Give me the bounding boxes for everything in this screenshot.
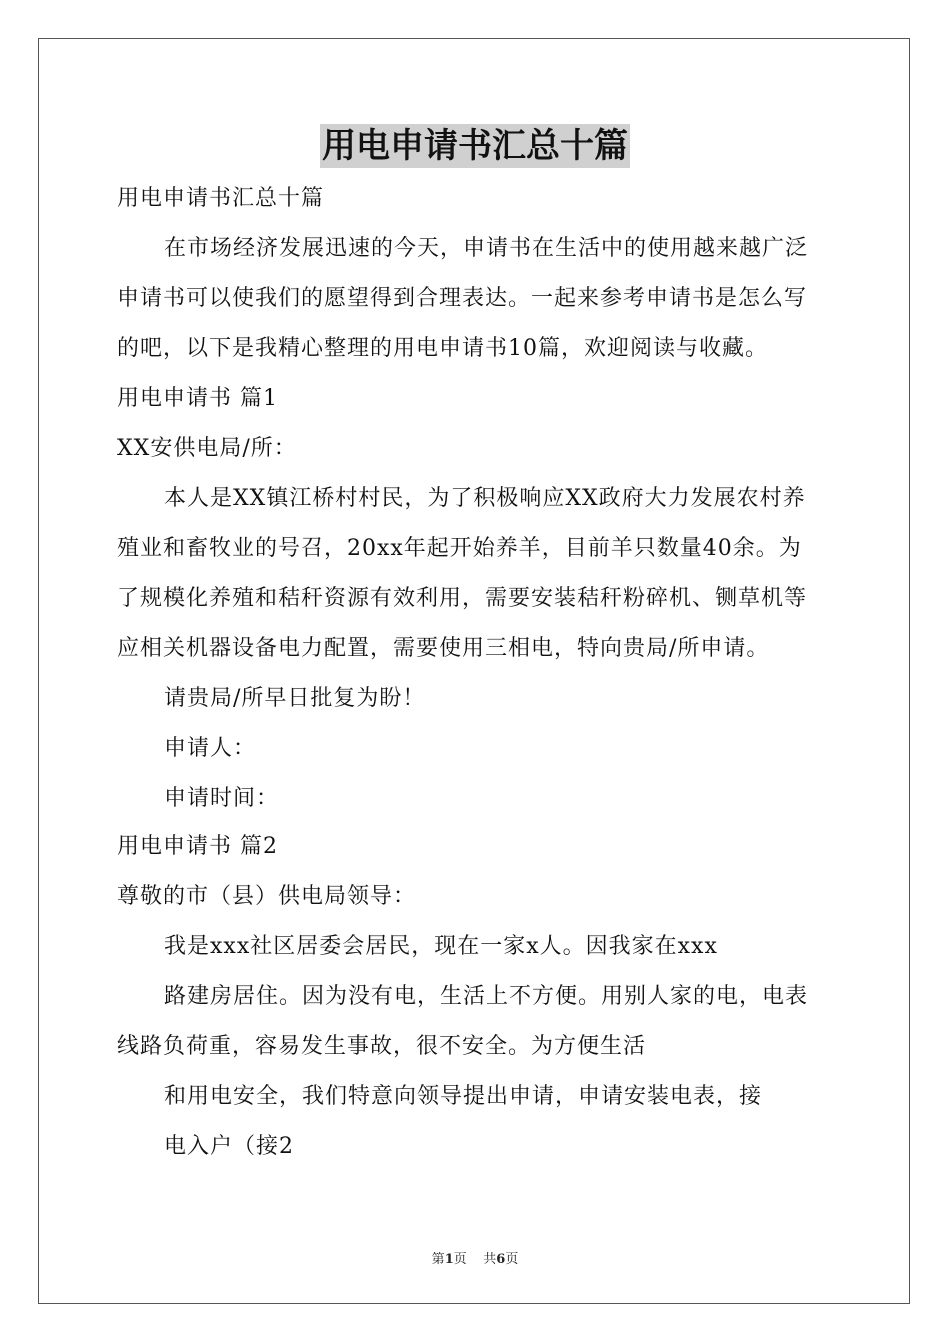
document-title: 用电申请书汇总十篇 <box>322 126 628 166</box>
section1-body-line-3: 了规模化养殖和秸秆资源有效利用，需要安装秸秆粉碎机、铡草机等 <box>117 586 808 611</box>
section1-heading: 用电申请书 篇1 <box>117 386 278 411</box>
section1-date: 申请时间： <box>164 786 280 811</box>
section1-body-line-2: 殖业和畜牧业的号召，20xx年起开始养羊，目前羊只数量40余。为 <box>117 536 802 561</box>
title-container <box>0 124 950 168</box>
page-footer <box>0 1248 950 1267</box>
section1-body-line-1: 本人是XX镇江桥村村民，为了积极响应XX政府大力发展农村养 <box>164 486 806 511</box>
page-border <box>38 38 910 1304</box>
footer-page-mid: 页 共 <box>453 1252 497 1267</box>
document-subtitle: 用电申请书汇总十篇 <box>117 186 325 211</box>
section2-body-line-5: 电入户（接2 <box>164 1134 294 1159</box>
section1-body-line-4: 应相关机器设备电力配置，需要使用三相电，特向贵局/所申请。 <box>117 636 770 661</box>
footer-page-current: 1 <box>444 1252 454 1267</box>
intro-line-2: 申请书可以使我们的愿望得到合理表达。一起来参考申请书是怎么写 <box>117 286 808 311</box>
section2-body-line-4: 和用电安全，我们特意向领导提出申请，申请安装电表，接 <box>164 1084 763 1109</box>
section1-closing: 请贵局/所早日批复为盼！ <box>164 686 426 711</box>
section2-heading: 用电申请书 篇2 <box>117 834 278 859</box>
section1-salutation: XX安供电局/所： <box>117 436 297 461</box>
section2-body-line-1: 我是xxx社区居委会居民，现在一家x人。因我家在xxx <box>164 934 718 959</box>
intro-line-1: 在市场经济发展迅速的今天，申请书在生活中的使用越来越广泛 <box>164 236 809 261</box>
footer-page-prefix: 第 <box>431 1252 445 1267</box>
intro-line-3: 的吧，以下是我精心整理的用电申请书10篇，欢迎阅读与收藏。 <box>117 336 768 361</box>
footer-page-suffix: 页 <box>505 1252 519 1267</box>
section2-body-line-2: 路建房居住。因为没有电，生活上不方便。用别人家的电，电表 <box>164 984 809 1009</box>
section2-body-line-3: 线路负荷重，容易发生事故，很不安全。为方便生活 <box>117 1034 647 1059</box>
section1-applicant: 申请人： <box>164 736 257 761</box>
section2-salutation: 尊敬的市（县）供电局领导： <box>117 884 417 909</box>
footer-page-total: 6 <box>496 1252 506 1267</box>
